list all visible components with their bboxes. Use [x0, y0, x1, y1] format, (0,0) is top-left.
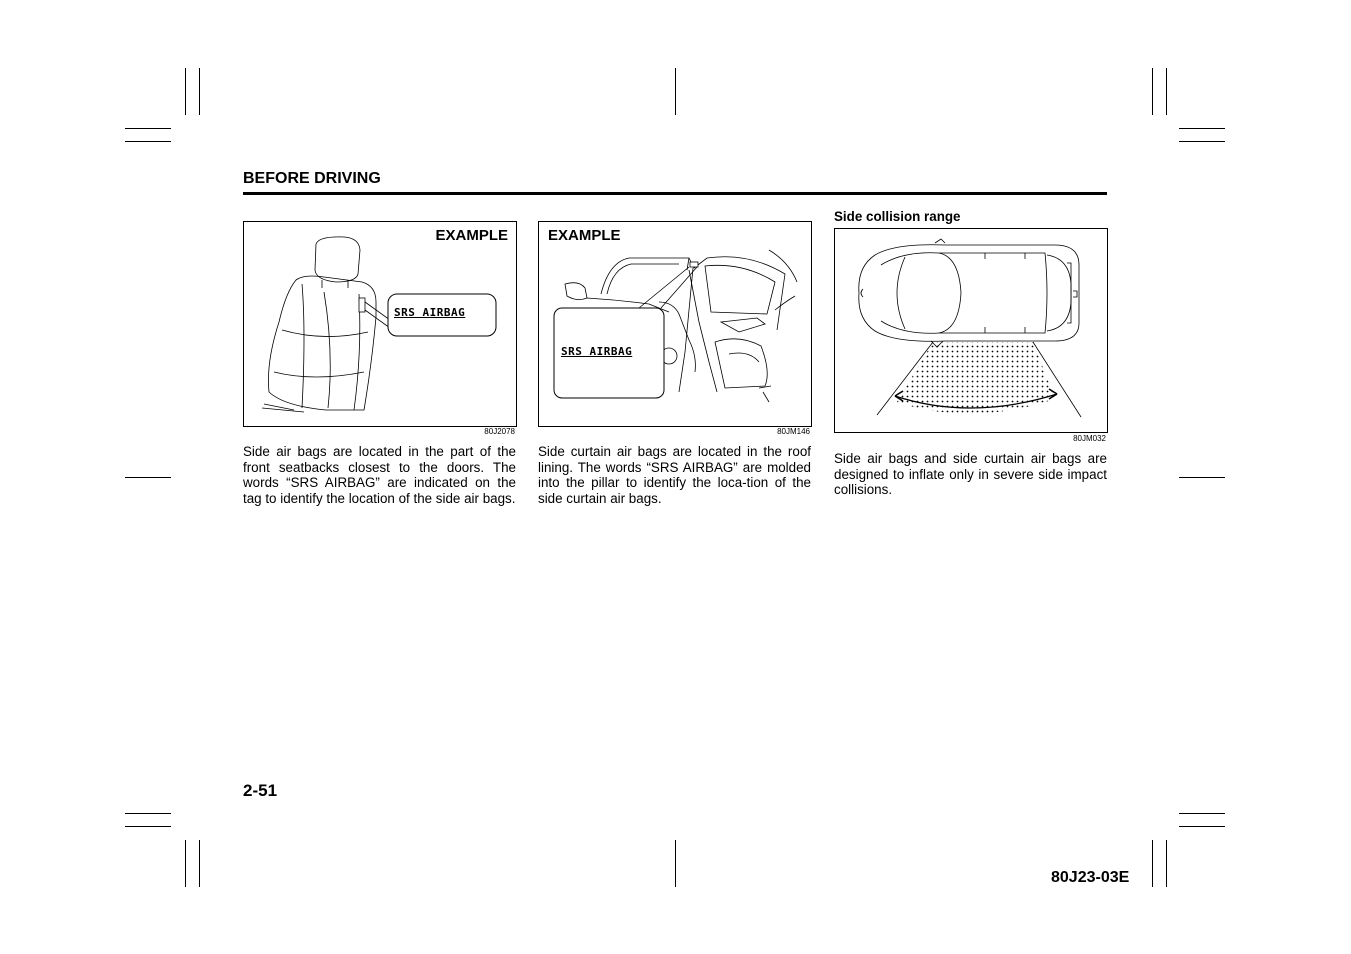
- figure-interior: [538, 221, 812, 427]
- paragraph-collision-range: Side air bags and side curtain air bags are designed to inflate only in severe side impact collisions.: [834, 451, 1107, 497]
- example-label: EXAMPLE: [548, 227, 621, 244]
- crop-mark: [1152, 840, 1153, 887]
- crop-mark: [1179, 128, 1225, 129]
- crop-mark: [125, 826, 171, 827]
- crop-mark: [185, 840, 186, 887]
- paragraph-curtain-airbags: Side curtain air bags are located in the roof lining. The words “SRS AIRBAG” are molded into the pillar to identify the loca-tion of the side curtain air bags.: [538, 444, 811, 506]
- crop-mark: [199, 840, 200, 887]
- crop-mark: [1179, 477, 1225, 478]
- crop-mark: [1152, 68, 1153, 115]
- crop-mark: [675, 68, 676, 115]
- crop-mark: [675, 840, 676, 887]
- srs-airbag-tag: SRS AIRBAG: [394, 306, 466, 319]
- crop-mark: [1179, 826, 1225, 827]
- section-title: BEFORE DRIVING: [243, 170, 381, 187]
- crop-mark: [125, 128, 171, 129]
- car-interior-illustration-icon: [539, 222, 811, 426]
- page-number: 2-51: [243, 781, 278, 800]
- crop-mark: [125, 813, 171, 814]
- crop-mark: [1166, 68, 1167, 115]
- example-label: EXAMPLE: [435, 227, 508, 244]
- figure-collision: [834, 228, 1108, 433]
- car-topview-illustration-icon: [835, 229, 1107, 432]
- srs-airbag-tag: SRS AIRBAG: [561, 345, 633, 358]
- figure-code: 80J2078: [484, 427, 515, 436]
- figure-heading: Side collision range: [834, 209, 961, 224]
- figure-code: 80JM032: [1073, 434, 1106, 443]
- paragraph-seat-airbags: Side air bags are located in the part of the front seatbacks closest to the doors. The words “SRS AIRBAG” are indicated on the tag to identify the location of the side air bags.: [243, 444, 516, 506]
- seat-illustration-icon: [244, 222, 516, 426]
- crop-mark: [1179, 141, 1225, 142]
- crop-mark: [1179, 813, 1225, 814]
- figure-seat: [243, 221, 517, 427]
- crop-mark: [185, 68, 186, 115]
- crop-mark: [199, 68, 200, 115]
- crop-mark: [125, 477, 171, 478]
- crop-mark: [125, 141, 171, 142]
- document-code: 80J23-03E: [1051, 869, 1130, 886]
- crop-mark: [1166, 840, 1167, 887]
- header-rule: [243, 192, 1107, 195]
- figure-code: 80JM146: [777, 427, 810, 436]
